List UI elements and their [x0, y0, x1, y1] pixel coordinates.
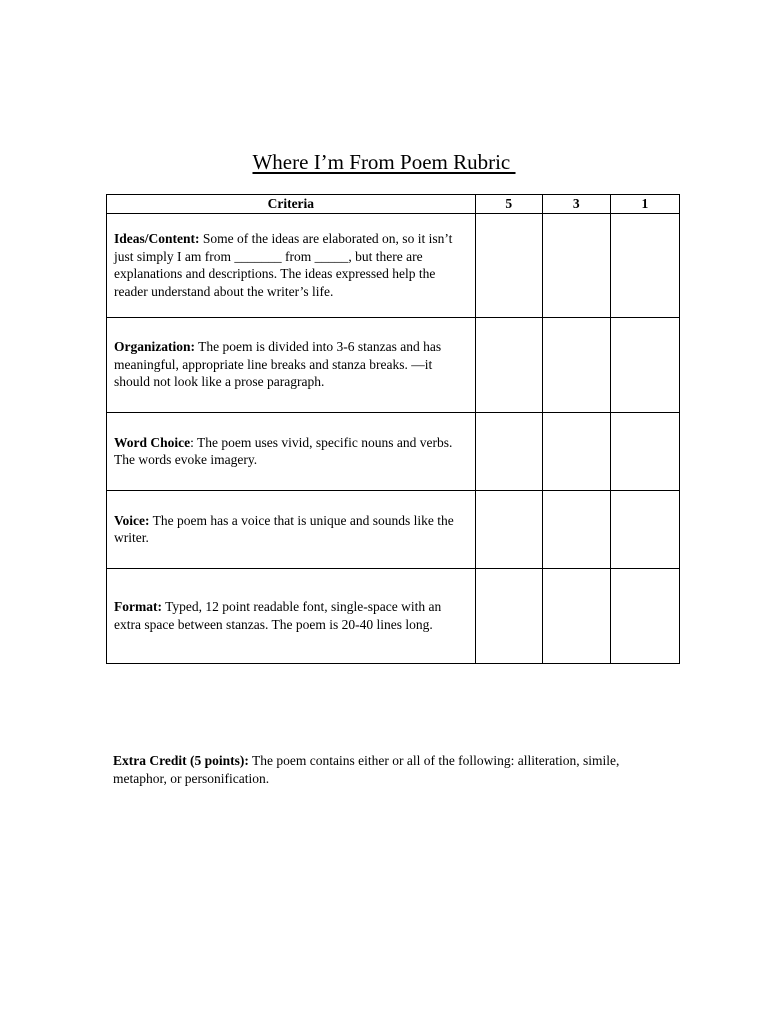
- criteria-cell: [107, 490, 476, 568]
- criteria-description: Some of the ideas are elaborated on, so it isn’t just simply I am from _______ from _____, but there are explanations and descriptions. The ideas expressed help the reader understand about the writer’s life.: [114, 231, 453, 299]
- extra-credit-label: Extra Credit (5 points):: [113, 753, 249, 768]
- criteria-cell: [107, 412, 476, 490]
- rubric-row-ideas-content: [107, 213, 680, 317]
- score-5-cell: [475, 412, 542, 490]
- score-3-cell: [542, 490, 610, 568]
- criteria-header: Criteria: [107, 195, 476, 214]
- score-3-cell: [542, 213, 610, 317]
- score-1-cell: [610, 490, 679, 568]
- rubric-table: [106, 194, 680, 664]
- criteria-cell: [107, 568, 476, 663]
- rubric-row-format: [107, 568, 680, 663]
- rubric-row-organization: [107, 317, 680, 412]
- criteria-name: Voice:: [114, 512, 150, 528]
- criteria-cell: [107, 213, 476, 317]
- score-5-header: 5: [475, 195, 542, 214]
- score-3-cell: [542, 568, 610, 663]
- score-1-cell: [610, 568, 679, 663]
- criteria-description: Typed, 12 point readable font, single-space with an extra space between stanzas. The poem is 20-40 lines long.: [114, 599, 442, 632]
- score-1-cell: [610, 213, 679, 317]
- criteria-name: Format:: [114, 599, 162, 614]
- score-5-cell: [475, 490, 542, 568]
- criteria-name: Word Choice: [114, 434, 191, 450]
- score-3-cell: [542, 412, 610, 490]
- criteria-cell: [107, 317, 476, 412]
- criteria-name: Organization:: [114, 339, 195, 355]
- score-3-cell: [542, 317, 610, 412]
- criteria-description: : The poem uses vivid, specific nouns and verbs. The words evoke imagery.: [114, 434, 453, 467]
- score-1-cell: [610, 412, 679, 490]
- criteria-description: The poem has a voice that is unique and sounds like the writer.: [114, 512, 454, 545]
- rubric-row-voice: [107, 490, 680, 568]
- score-5-cell: [475, 213, 542, 317]
- rubric-row-word-choice: [107, 412, 680, 490]
- page-title: Where I’m From Poem Rubric: [252, 150, 516, 174]
- score-1-cell: [610, 317, 679, 412]
- criteria-description: The poem is divided into 3-6 stanzas and has meaningful, appropriate line breaks and stanza breaks. —it should not look like a prose paragraph.: [114, 339, 442, 390]
- extra-credit-note: [113, 752, 653, 788]
- score-5-cell: [475, 317, 542, 412]
- score-3-header: 3: [542, 195, 610, 214]
- criteria-name: Ideas/Content:: [114, 231, 200, 246]
- score-5-cell: [475, 568, 542, 663]
- score-1-header: 1: [610, 195, 679, 214]
- extra-credit-text: The poem contains either or all of the following: alliteration, simile, metaphor, or personification.: [113, 753, 620, 786]
- rubric-header-row: [107, 195, 680, 214]
